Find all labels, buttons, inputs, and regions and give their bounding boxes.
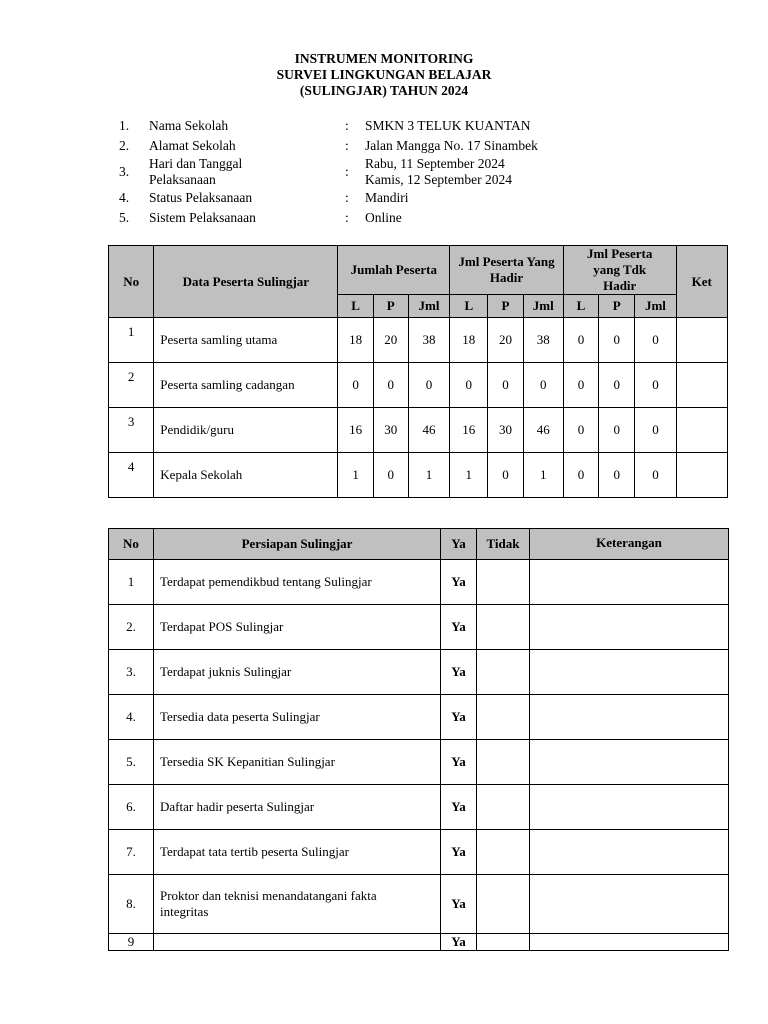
cell-value: 30: [488, 408, 523, 453]
cell-ket: [676, 363, 727, 408]
table-row: [109, 934, 729, 951]
header-jml-tdk-hadir: Jml Peserta yang Tdk Hadir: [563, 246, 676, 295]
row-no: 4.: [109, 695, 154, 740]
row-no: 1: [109, 560, 154, 605]
row-no: 1: [109, 318, 154, 363]
cell-value: 0: [563, 408, 598, 453]
cell-value: 18: [450, 318, 488, 363]
cell-value: 1: [408, 453, 449, 498]
table-row: [109, 318, 728, 363]
subheader-p: P: [599, 295, 635, 318]
header-ket: Ket: [676, 246, 727, 318]
table-row: [109, 408, 728, 453]
row-no: 4: [109, 453, 154, 498]
row-no: 6.: [109, 785, 154, 830]
header-jml-hadir: Jml Peserta Yang Hadir: [450, 246, 564, 295]
info-separator: :: [345, 164, 349, 179]
info-value: Jalan Mangga No. 17 Sinambek: [365, 138, 538, 153]
cell-value: 0: [408, 363, 449, 408]
cell-tidak: [477, 650, 530, 695]
info-value-continued: Kamis, 12 September 2024: [365, 172, 512, 187]
row-no: 2.: [109, 605, 154, 650]
cell-value: 38: [523, 318, 563, 363]
cell-keterangan: [530, 830, 729, 875]
info-label: Status Pelaksanaan: [149, 190, 253, 205]
cell-ya: Ya: [441, 695, 477, 740]
cell-value: 38: [408, 318, 449, 363]
cell-tidak: [477, 560, 530, 605]
table-row: [109, 363, 728, 408]
subheader-jml: Jml: [408, 295, 449, 318]
cell-tidak: [477, 785, 530, 830]
row-text: Daftar hadir peserta Sulingjar: [154, 785, 441, 830]
cell-value: 0: [635, 318, 676, 363]
subheader-l: L: [338, 295, 373, 318]
cell-keterangan: [530, 695, 729, 740]
table-row: [109, 560, 729, 605]
subheader-l: L: [563, 295, 598, 318]
cell-keterangan: [530, 934, 729, 951]
table-row: [109, 650, 729, 695]
cell-value: 0: [450, 363, 488, 408]
row-name: Peserta samling utama: [154, 318, 338, 363]
table-row: [109, 785, 729, 830]
info-value: Rabu, 11 September 2024: [365, 156, 505, 171]
cell-value: 0: [635, 453, 676, 498]
info-label: Alamat Sekolah: [149, 138, 236, 153]
cell-value: 16: [338, 408, 373, 453]
subheader-p: P: [488, 295, 523, 318]
info-no: 4.: [119, 190, 130, 205]
cell-value: 46: [523, 408, 563, 453]
cell-tidak: [477, 605, 530, 650]
cell-value: 0: [563, 453, 598, 498]
info-label-continued: Pelaksanaan: [149, 172, 216, 187]
cell-value: 0: [563, 318, 598, 363]
info-separator: :: [345, 138, 349, 153]
subheader-jml: Jml: [523, 295, 563, 318]
cell-value: 0: [599, 363, 635, 408]
row-name: Pendidik/guru: [154, 408, 338, 453]
cell-value: 30: [373, 408, 408, 453]
row-text: Terdapat juknis Sulingjar: [154, 650, 441, 695]
info-value: Online: [365, 210, 402, 225]
cell-value: 1: [450, 453, 488, 498]
table-row: [109, 830, 729, 875]
cell-value: 0: [523, 363, 563, 408]
table-row: [109, 875, 729, 934]
preparation-table: [108, 528, 729, 951]
cell-value: 20: [373, 318, 408, 363]
table-row: [109, 605, 729, 650]
row-no: 2: [109, 363, 154, 408]
document-title-line-3: (SULINGJAR) TAHUN 2024: [299, 83, 469, 98]
cell-value: 0: [599, 453, 635, 498]
header-tidak: Tidak: [477, 529, 530, 560]
cell-keterangan: [530, 605, 729, 650]
cell-value: 0: [563, 363, 598, 408]
row-text: Terdapat POS Sulingjar: [154, 605, 441, 650]
cell-keterangan: [530, 785, 729, 830]
cell-keterangan: [530, 650, 729, 695]
cell-value: 1: [523, 453, 563, 498]
header-persiapan: Persiapan Sulingjar: [154, 529, 441, 560]
cell-ya: Ya: [441, 740, 477, 785]
info-no: 3.: [119, 164, 130, 179]
cell-ya: Ya: [441, 785, 477, 830]
row-name: Kepala Sekolah: [154, 453, 338, 498]
info-value: SMKN 3 TELUK KUANTAN: [365, 118, 531, 133]
table-row: [109, 695, 729, 740]
participant-table: [108, 245, 728, 498]
info-separator: :: [345, 118, 349, 133]
cell-value: 0: [373, 363, 408, 408]
cell-value: 20: [488, 318, 523, 363]
row-text: Tersedia data peserta Sulingjar: [154, 695, 441, 740]
subheader-jml: Jml: [635, 295, 676, 318]
subheader-p: P: [373, 295, 408, 318]
row-no: 7.: [109, 830, 154, 875]
cell-ket: [676, 318, 727, 363]
info-label: Nama Sekolah: [149, 118, 229, 133]
cell-tidak: [477, 934, 530, 951]
table-row: [109, 740, 729, 785]
header-no: No: [109, 529, 154, 560]
table-row: [109, 453, 728, 498]
document-title-line-1: INSTRUMEN MONITORING: [294, 51, 474, 66]
cell-ket: [676, 408, 727, 453]
cell-ket: [676, 453, 727, 498]
cell-tidak: [477, 695, 530, 740]
cell-ya: Ya: [441, 560, 477, 605]
info-value: Mandiri: [365, 190, 409, 205]
info-label: Sistem Pelaksanaan: [149, 210, 256, 225]
cell-value: 0: [635, 408, 676, 453]
row-text: Terdapat tata tertib peserta Sulingjar: [154, 830, 441, 875]
cell-value: 0: [338, 363, 373, 408]
header-data-peserta: Data Peserta Sulingjar: [154, 246, 338, 318]
subheader-l: L: [450, 295, 488, 318]
cell-tidak: [477, 740, 530, 785]
cell-ya: Ya: [441, 875, 477, 934]
cell-value: 0: [373, 453, 408, 498]
row-no: 9: [109, 934, 154, 951]
cell-keterangan: [530, 740, 729, 785]
cell-ya: Ya: [441, 605, 477, 650]
info-no: 2.: [119, 138, 130, 153]
cell-value: 0: [488, 363, 523, 408]
row-text: Tersedia SK Kepanitian Sulingjar: [154, 740, 441, 785]
header-ya: Ya: [441, 529, 477, 560]
cell-keterangan: [530, 875, 729, 934]
cell-value: 0: [599, 408, 635, 453]
header-no: No: [109, 246, 154, 318]
info-no: 1.: [119, 118, 130, 133]
cell-ya: Ya: [441, 830, 477, 875]
cell-keterangan: [530, 560, 729, 605]
row-text: Proktor dan teknisi menandatangani fakta integritas: [154, 875, 441, 934]
info-no: 5.: [119, 210, 130, 225]
row-text: [154, 934, 441, 951]
cell-value: 18: [338, 318, 373, 363]
row-name: Peserta samling cadangan: [154, 363, 338, 408]
row-no: 8.: [109, 875, 154, 934]
cell-value: 0: [599, 318, 635, 363]
cell-value: 0: [488, 453, 523, 498]
cell-ya: Ya: [441, 934, 477, 951]
cell-ya: Ya: [441, 650, 477, 695]
info-separator: :: [345, 210, 349, 225]
row-no: 5.: [109, 740, 154, 785]
document-title-line-2: SURVEI LINGKUNGAN BELAJAR: [276, 67, 492, 82]
cell-value: 0: [635, 363, 676, 408]
cell-tidak: [477, 830, 530, 875]
info-label: Hari dan Tanggal: [149, 156, 243, 171]
header-keterangan: Keterangan: [530, 529, 729, 560]
row-no: 3.: [109, 650, 154, 695]
row-text: Terdapat pemendikbud tentang Sulingjar: [154, 560, 441, 605]
cell-value: 1: [338, 453, 373, 498]
header-jumlah-peserta: Jumlah Peserta: [338, 246, 450, 295]
info-separator: :: [345, 190, 349, 205]
cell-value: 46: [408, 408, 449, 453]
cell-tidak: [477, 875, 530, 934]
cell-value: 16: [450, 408, 488, 453]
row-no: 3: [109, 408, 154, 453]
